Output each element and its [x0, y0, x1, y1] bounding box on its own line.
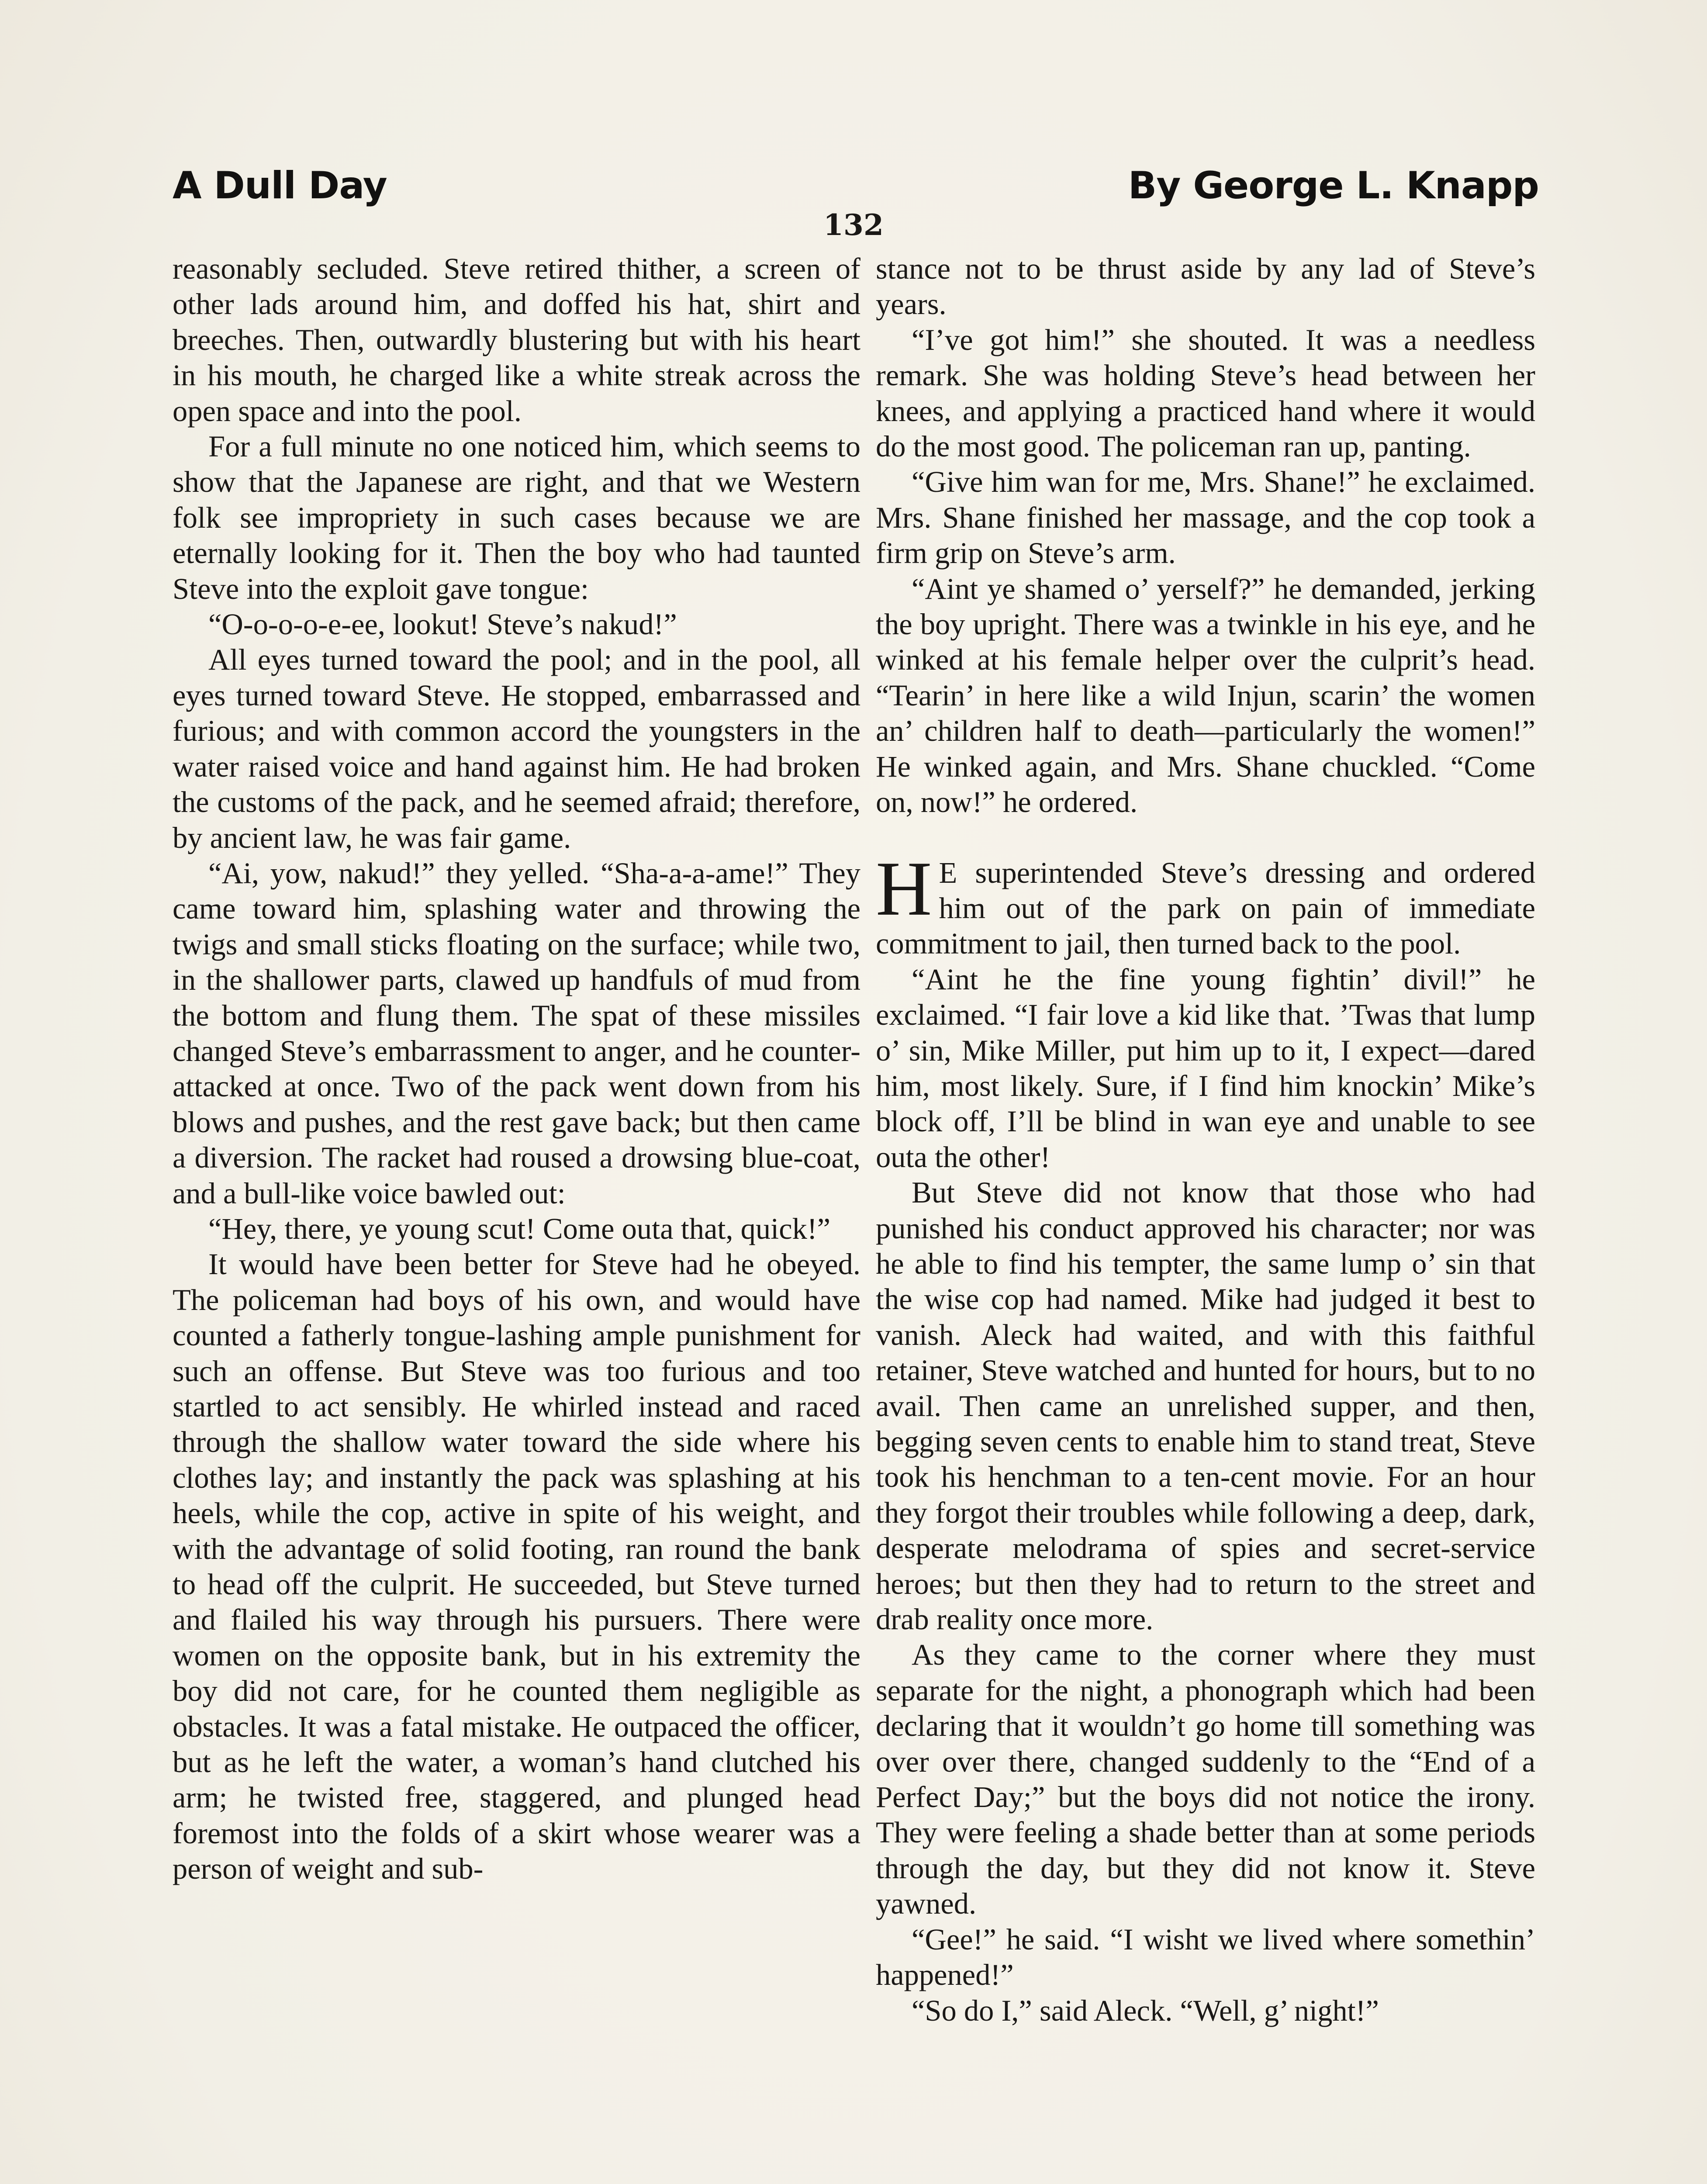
drop-cap: H — [876, 845, 932, 932]
paragraph: For a full minute no one noticed him, which seems to show that the Japanese are right, and that we Western folk see impropriety in such cases because we are eternally looking for it. Then the boy who had taunted Steve into the exploit gave tongue: — [173, 430, 860, 605]
paragraph: stance not to be thrust aside by any lad of Steve’s years. — [876, 252, 1535, 321]
paragraph: It would have been better for Steve had he obeyed. The policeman had boys of his own, and would have counted a fatherly tongue-lashing ample punishment for such an offense. But Steve was too furious and too startled to act sensibly. He whirled instead and raced through the shallow water toward the side where his clothes lay; and instantly the pack was splashing at his heels, while the cop, active in spite of his weight, and with the advantage of solid footing, ran round the bank to head off the culprit. He succeeded, but Steve turned and flailed his way through his pursuers. There were women on the opposite bank, but in his extremity the boy did not care, for he counted them negligible as obstacles. It was a fatal mistake. He outpaced the officer, but as he left the water, a woman’s hand clutched his arm; he twisted free, staggered, and plunged head foremost into the folds of a skirt whose wearer was a person of weight and sub- — [173, 1248, 860, 1886]
paragraph: “So do I,” said Aleck. “Well, g’ night!” — [912, 1994, 1379, 2027]
section-opening-paragraph — [876, 845, 1535, 962]
paragraph: “Aint ye shamed o’ yerself?” he demanded, jerking the boy upright. There was a twinkle in his eye, and he winked at his female helper over the culprit’s head. “Tearin’ in here like a wild Injun, scarin’ the women an’ children half to death—particularly the women!” He winked again, and Mrs. Shane chuckled. “Come on, now!” he ordered. — [876, 572, 1535, 819]
paragraph: As they came to the corner where they must separate for the night, a phonograph which had been declaring that it wouldn’t go home till something was over over there, changed suddenly to the “End of a Perfect Day;” but the boys did not notice the irony. They were feeling a shade better than at some periods through the day, but they did not know it. Steve yawned. — [876, 1638, 1535, 1921]
section-opening-text: E superintended Steve’s dressing and ordered him out of the park on pain of immediate commitment to jail, then turned back to the pool. — [876, 856, 1535, 961]
paragraph: “Ai, yow, nakud!” they yelled. “Sha-a-a-ame!” They came toward him, splashing water and throwing the twigs and small sticks floating on the surface; while two, in the shallower parts, clawed up handfuls of mud from the bottom and flung them. The spat of these missiles changed Steve’s embarrassment to anger, and he counter-attacked at once. Two of the pack went down from his blows and pushes, and the rest gave back; but then came a diversion. The racket had roused a drowsing blue-coat, and a bull-like voice bawled out: — [173, 856, 860, 1210]
paragraph: “Give him wan for me, Mrs. Shane!” he exclaimed. Mrs. Shane finished her massage, and the cop took a firm grip on Steve’s arm. — [876, 465, 1535, 570]
right-column — [876, 251, 1535, 2028]
left-column — [173, 251, 860, 1887]
byline: By George L. Knapp — [1128, 164, 1539, 207]
paragraph: All eyes turned toward the pool; and in the pool, all eyes turned toward Steve. He stopped, embarrassed and furious; and with common accord the youngsters in the water raised voice and hand against him. He had broken the customs of the pack, and he seemed afraid; therefore, by ancient law, he was fair game. — [173, 643, 860, 854]
paragraph: But Steve did not know that those who had punished his conduct approved his character; nor was he able to find his tempter, the same lump o’ sin that the wise cop had named. Mike had judged it best to vanish. Aleck had waited, and with this faithful retainer, Steve watched and hunted for hours, but to no avail. Then came an unrelished supper, and then, begging seven cents to enable him to stand treat, Steve took his henchman to a ten-cent movie. For an hour they forgot their troubles while following a deep, dark, desperate melodrama of spies and secret-service heroes; but then they had to return to the street and drab reality once more. — [876, 1176, 1535, 1636]
paragraph: “Hey, there, ye young scut! Come outa that, quick!” — [208, 1212, 831, 1245]
paragraph: “O-o-o-o-e-ee, lookut! Steve’s nakud!” — [208, 608, 677, 641]
paragraph: “Gee!” he said. “I wisht we lived where somethin’ happened!” — [876, 1922, 1535, 1992]
story-title: A Dull Day — [173, 164, 387, 207]
page-number: 132 — [823, 208, 884, 242]
paragraph: “I’ve got him!” she shouted. It was a needless remark. She was holding Steve’s head between her knees, and applying a practiced hand where it would do the most good. The policeman ran up, panting. — [876, 323, 1535, 463]
paragraph: “Aint he the fine young fightin’ divil!” he exclaimed. “I fair love a kid like that. ’Twas that lump o’ sin, Mike Miller, put him up to it, I expect—dared him, most likely. Sure, if I find him knockin’ Mike’s block off, I’ll be blind in wan eye and unable to see outa the other! — [876, 962, 1535, 1174]
paragraph: reasonably secluded. Steve retired thither, a screen of other lads around him, and doffed his hat, shirt and breeches. Then, outwardly blustering but with his heart in his mouth, he charged like a white streak across the open space and into the pool. — [173, 252, 860, 428]
